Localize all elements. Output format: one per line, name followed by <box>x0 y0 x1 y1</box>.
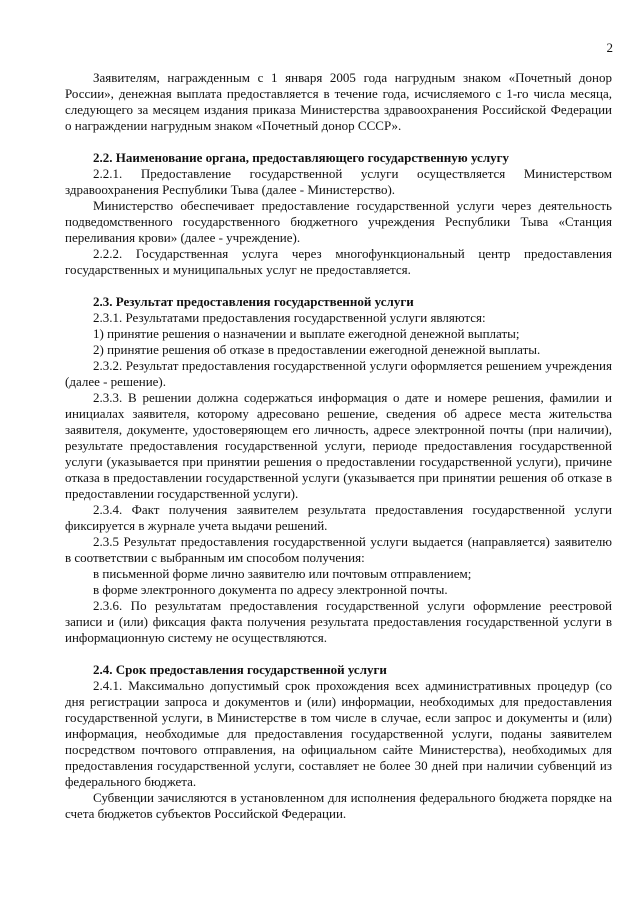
paragraph: 2.3.4. Факт получения заявителем результата предоставления государственной услуги фиксируется в журнале учета выдачи решений. <box>65 502 612 533</box>
paragraph: 2.3.3. В решении должна содержаться информация о дате и номере решения, фамилии и инициалах заявителя, которому адресовано решение, сведения об адресе места жительства заявителя, документе, удостоверяющем его личность, адресе электронной почты (при наличии), результате предоставления государственной услуги, периоде предоставления государственной услуги (указывается при принятии решения о предоставлении государственной услуги), причине отказа в предоставлении государственной услуги (указывается при принятии решения об отказе в предоставлении государственной услуги). <box>65 390 612 501</box>
section-heading: 2.4. Срок предоставления государственной услуги <box>93 662 387 677</box>
document-body <box>65 70 612 822</box>
section-heading: 2.2. Наименование органа, предоставляющего государственную услугу <box>93 150 510 165</box>
list-item: в форме электронного документа по адресу электронной почты. <box>93 582 448 597</box>
paragraph: Министерство обеспечивает предоставление государственной услуги через деятельность подведомственного государственного бюджетного учреждения Республики Тыва «Станция переливания крови» (далее - учреждение). <box>65 198 612 245</box>
paragraph: 2.2.1. Предоставление государственной услуги осуществляется Министерством здравоохранения Республики Тыва (далее - Министерство). <box>65 166 612 197</box>
paragraph: Субвенции зачисляются в установленном для исполнения федерального бюджета порядке на счета бюджетов субъектов Российской Федерации. <box>65 790 612 821</box>
paragraph: 2.3.6. По результатам предоставления государственной услуги оформление реестровой записи и (или) фиксация факта получения результата предоставления государственной услуги в информационную систему не осуществляются. <box>65 598 612 645</box>
section-heading: 2.3. Результат предоставления государственной услуги <box>93 294 414 309</box>
list-item: 2) принятие решения об отказе в предоставлении ежегодной денежной выплаты. <box>93 342 541 357</box>
paragraph: 2.2.2. Государственная услуга через многофункциональный центр предоставления государственных и муниципальных услуг не предоставляется. <box>65 246 612 277</box>
list-item: 1) принятие решения о назначении и выплате ежегодной денежной выплаты; <box>93 326 520 341</box>
paragraph: 2.3.2. Результат предоставления государственной услуги оформляется решением учреждения (далее - решение). <box>65 358 612 389</box>
list-item: в письменной форме лично заявителю или почтовым отправлением; <box>93 566 472 581</box>
paragraph: 2.4.1. Максимально допустимый срок прохождения всех административных процедур (со дня регистрации запроса и документов и (или) информации, необходимых для предоставления государственной услуги, в Министерстве в том числе в случае, если запрос и документы и (или) информация, необходимые для предоставления государственной услуги, поданы заявителем посредством почтового отправления, на официальном сайте Министерства), необходимых для предоставления государственной услуги, составляет не более 30 дней при наличии субвенций из федерального бюджета. <box>65 678 612 789</box>
paragraph: 2.3.5 Результат предоставления государственной услуги выдается (направляется) заявителю в соответствии с выбранным им способом получения: <box>65 534 612 565</box>
paragraph: 2.3.1. Результатами предоставления государственной услуги являются: <box>93 310 486 325</box>
paragraph: Заявителям, награжденным с 1 января 2005 года нагрудным знаком «Почетный донор России», денежная выплата предоставляется в течение года, исчисляемого с 1-го числа месяца, следующего за месяцем издания приказа Министерства здравоохранения Российской Федерации о награждении нагрудным знаком «Почетный донор СССР». <box>65 70 612 133</box>
page-number: 2 <box>606 40 613 55</box>
